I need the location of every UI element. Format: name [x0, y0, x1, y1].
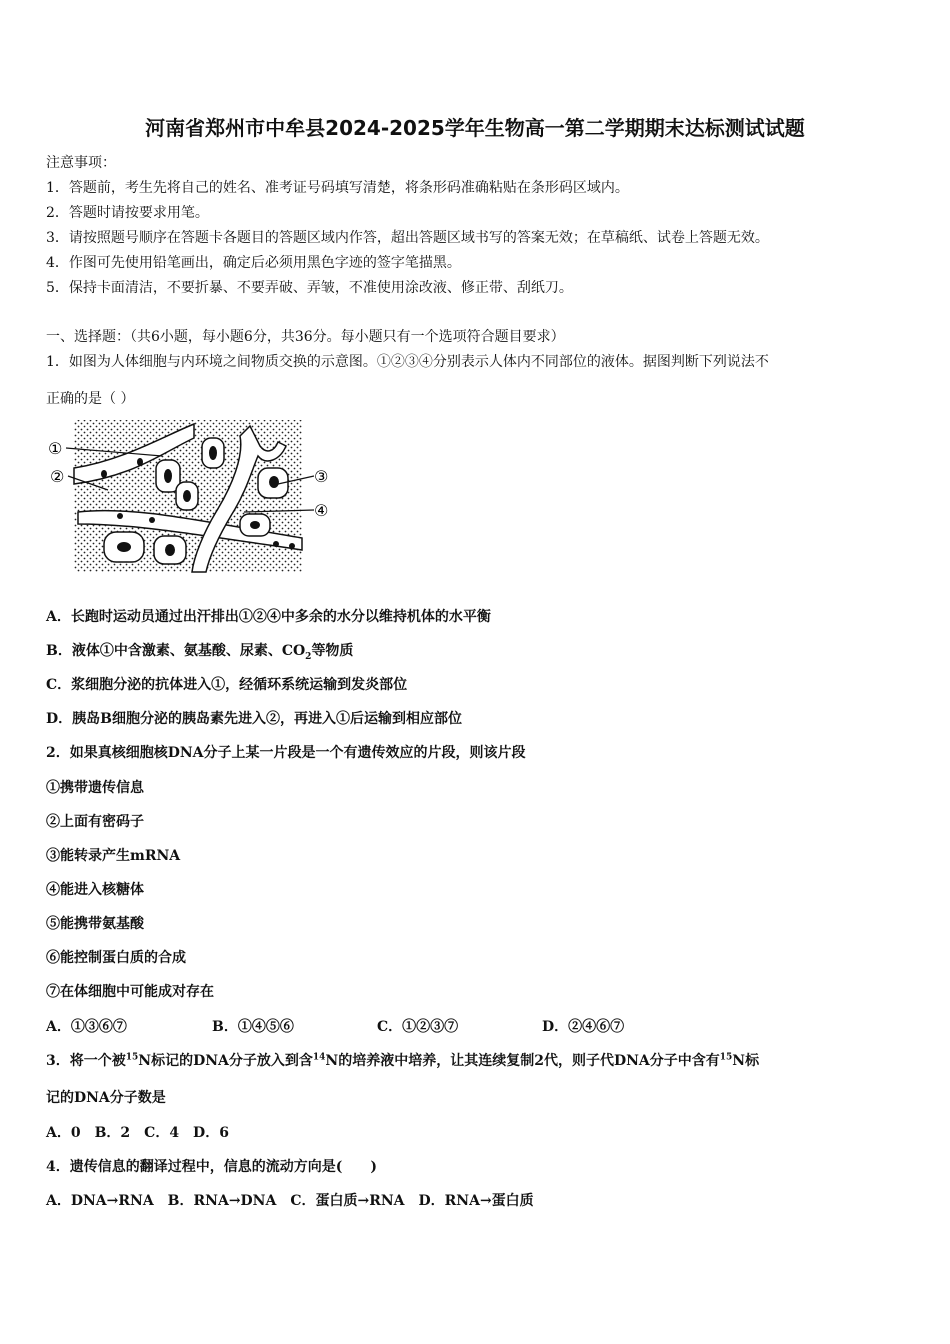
q2-item: ⑥能控制蛋白质的合成: [46, 950, 186, 966]
page-title: 河南省郑州市中牟县2024-2025学年生物高一第二学期期末达标测试试题: [145, 116, 805, 140]
q2-item: ⑦在体细胞中可能成对存在: [46, 984, 214, 1000]
q1-option-d: D．胰岛B细胞分泌的胰岛素先进入②，再进入①后运输到相应部位: [46, 711, 462, 727]
q3-options: A．0 B．2 C．4 D．6: [46, 1125, 229, 1141]
q4-options: A．DNA→RNA B．RNA→DNA C．蛋白质→RNA D．RNA→蛋白质: [46, 1193, 534, 1209]
label-2: ②: [50, 467, 65, 486]
label-1: ①: [48, 439, 63, 458]
q2-option-a: A．①③⑥⑦: [46, 1019, 127, 1035]
notice-item-2: 2．答题时请按要求用笔。: [46, 205, 209, 221]
q1-option-c: C．浆细胞分泌的抗体进入①，经循环系统运输到发炎部位: [46, 677, 408, 693]
q1-stem-line2: 正确的是（ ）: [46, 391, 135, 407]
notice-item-5: 5．保持卡面清洁，不要折暴、不要弄破、弄皱，不准使用涂改液、修正带、刮纸刀。: [46, 280, 573, 296]
cell-environment-figure: [44, 416, 336, 576]
q2-option-c: C．①②③⑦: [377, 1019, 459, 1035]
q4-stem: 4．遗传信息的翻译过程中，信息的流动方向是( ): [46, 1159, 377, 1175]
q2-item: ④能进入核糖体: [46, 882, 144, 898]
q2-option-b: B．①④⑤⑥: [212, 1019, 294, 1035]
label-3: ③: [314, 467, 329, 486]
q2-stem: 2．如果真核细胞核DNA分子上某一片段是一个有遗传效应的片段，则该片段: [46, 745, 526, 761]
q3-stem-line1: 3．将一个被$^{15}$N标记的DNA分子放入到含$^{14}$N的培养液中培养，让其连续复制2代，则子代DNA分子中含有$^{15}$N标: [46, 1052, 760, 1069]
section-heading: 一、选择题：（共6小题，每小题6分，共36分。每小题只有一个选项符合题目要求）: [46, 329, 565, 345]
q2-option-d: D．②④⑥⑦: [542, 1019, 625, 1035]
q1-option-b: B．液体①中含激素、氨基酸、尿素、$CO_2$等物质: [46, 643, 354, 662]
notice-item-4: 4．作图可先使用铅笔画出，确定后必须用黑色字迹的签字笔描黑。: [46, 255, 461, 271]
q2-item: ②上面有密码子: [46, 814, 144, 830]
q3-stem-line2: 记的DNA分子数是: [46, 1090, 166, 1106]
notice-item-1: 1．答题前，考生先将自己的姓名、准考证号码填写清楚，将条形码准确粘贴在条形码区域内。: [46, 180, 629, 196]
notice-heading: 注意事项：: [46, 155, 116, 171]
q1-stem-line1: 1．如图为人体细胞与内环境之间物质交换的示意图。①②③④分别表示人体内不同部位的液体。据图判断下列说法不: [46, 354, 769, 370]
q1-option-a: A．长跑时运动员通过出汗排出①②④中多余的水分以维持机体的水平衡: [46, 609, 491, 625]
q2-item: ③能转录产生mRNA: [46, 848, 181, 864]
q2-item: ⑤能携带氨基酸: [46, 916, 144, 932]
q2-item: ①携带遗传信息: [46, 780, 144, 796]
label-4: ④: [314, 501, 329, 520]
notice-item-3: 3．请按照题号顺序在答题卡各题目的答题区域内作答，超出答题区域书写的答案无效；在草稿纸、试卷上答题无效。: [46, 230, 769, 246]
